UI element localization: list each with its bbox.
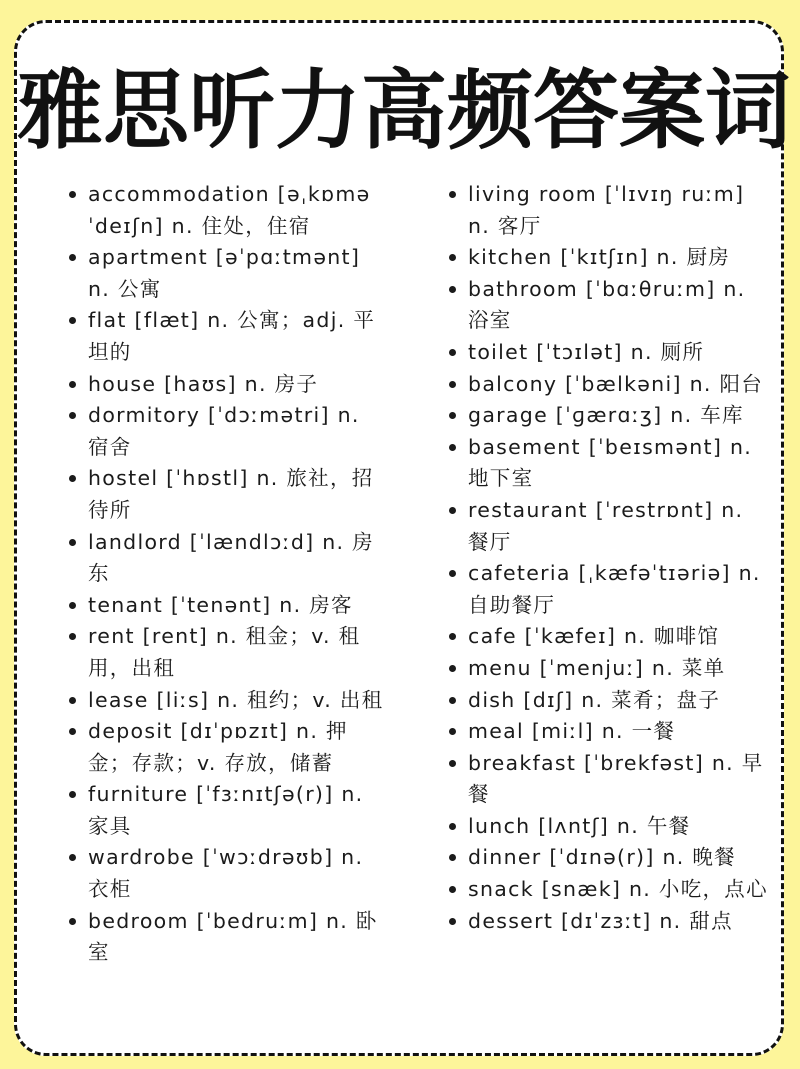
entry-text: flat [flæt] n. 公寓；adj. 平坦的 bbox=[88, 308, 376, 364]
entry-text: hostel [ˈhɒstl] n. 旅社，招待所 bbox=[88, 466, 374, 522]
vocabulary-entry bbox=[69, 305, 387, 368]
vocabulary-entry bbox=[449, 621, 769, 653]
bullet-icon bbox=[69, 728, 76, 735]
vocabulary-entry bbox=[69, 590, 387, 622]
bullet-icon bbox=[449, 412, 456, 419]
entry-text: rent [rent] n. 租金；v. 租用，出租 bbox=[88, 624, 361, 680]
entry-text: toilet [ˈtɔɪlət] n. 厕所 bbox=[468, 339, 705, 364]
entry-text: meal [miːl] n. 一餐 bbox=[468, 719, 676, 744]
vocabulary-entry bbox=[449, 337, 769, 369]
vocabulary-entry bbox=[449, 432, 769, 495]
bullet-icon bbox=[449, 886, 456, 893]
vocabulary-entry bbox=[69, 906, 387, 969]
vocabulary-entry bbox=[449, 748, 769, 811]
vocabulary-entry bbox=[449, 811, 769, 843]
bullet-icon bbox=[69, 633, 76, 640]
entry-text: dish [dɪʃ] n. 菜肴；盘子 bbox=[468, 687, 721, 712]
vocabulary-entry bbox=[69, 242, 387, 305]
entry-text: cafe [ˈkæfeɪ] n. 咖啡馆 bbox=[468, 624, 720, 649]
entry-text: living room [ˈlɪvɪŋ ruːm] n. 客厅 bbox=[468, 182, 745, 238]
entry-text: bedroom [ˈbedruːm] n. 卧室 bbox=[88, 908, 378, 965]
vocabulary-card bbox=[14, 20, 791, 1056]
entry-text: furniture [ˈfɜːnɪtʃə(r)] n. 家具 bbox=[88, 782, 364, 838]
bullet-icon bbox=[449, 444, 456, 451]
bullet-icon bbox=[449, 349, 456, 356]
entry-text: dinner [ˈdɪnə(r)] n. 晚餐 bbox=[468, 845, 736, 870]
entry-text: accommodation [əˌkɒməˈdeɪʃn] n. 住处，住宿 bbox=[88, 182, 371, 238]
entry-text: wardrobe [ˈwɔːdrəʊb] n. 衣柜 bbox=[88, 845, 364, 902]
entry-text: lunch [lʌntʃ] n. 午餐 bbox=[468, 813, 691, 838]
bullet-icon bbox=[69, 475, 76, 482]
vocabulary-entry bbox=[69, 779, 387, 842]
vocabulary-entry bbox=[449, 179, 769, 242]
bullet-icon bbox=[69, 539, 76, 546]
entry-text: menu [ˈmenjuː] n. 菜单 bbox=[468, 655, 726, 680]
vocabulary-list-left bbox=[69, 179, 387, 969]
vocabulary-entry bbox=[69, 179, 387, 242]
entry-text: snack [snæk] n. 小吃，点心 bbox=[468, 877, 768, 902]
bullet-icon bbox=[69, 918, 76, 925]
entry-text: cafeteria [ˌkæfəˈtɪəriə] n. 自助餐厅 bbox=[468, 561, 761, 617]
vocabulary-entry bbox=[69, 369, 387, 401]
entry-text: lease [liːs] n. 租约；v. 出租 bbox=[88, 687, 384, 712]
entry-text: house [haʊs] n. 房子 bbox=[88, 371, 319, 396]
page-title: 雅思听力高频答案词 bbox=[17, 61, 791, 161]
vocabulary-entry bbox=[449, 906, 769, 938]
vocabulary-list-right bbox=[449, 179, 769, 937]
bullet-icon bbox=[69, 697, 76, 704]
vocabulary-entry bbox=[69, 685, 387, 717]
bullet-icon bbox=[69, 854, 76, 861]
bullet-icon bbox=[449, 823, 456, 830]
bullet-icon bbox=[449, 697, 456, 704]
bullet-icon bbox=[449, 918, 456, 925]
vocabulary-entry bbox=[69, 463, 387, 526]
vocabulary-entry bbox=[69, 400, 387, 463]
entry-text: kitchen [ˈkɪtʃɪn] n. 厨房 bbox=[468, 245, 731, 270]
bullet-icon bbox=[449, 728, 456, 735]
entry-text: dessert [dɪˈzɜːt] n. 甜点 bbox=[468, 908, 733, 933]
vocabulary-entry bbox=[449, 274, 769, 337]
vocabulary-entry bbox=[449, 653, 769, 685]
vocabulary-entry bbox=[449, 558, 769, 621]
vocabulary-entry bbox=[449, 495, 769, 558]
bullet-icon bbox=[449, 760, 456, 767]
entry-text: garage [ˈɡærɑːʒ] n. 车库 bbox=[468, 403, 744, 428]
entry-text: apartment [əˈpɑːtmənt] n. 公寓 bbox=[88, 245, 361, 301]
bullet-icon bbox=[69, 254, 76, 261]
bullet-icon bbox=[69, 412, 76, 419]
entry-text: balcony [ˈbælkəni] n. 阳台 bbox=[468, 371, 764, 396]
bullet-icon bbox=[449, 191, 456, 198]
bullet-icon bbox=[69, 791, 76, 798]
vocabulary-entry bbox=[449, 716, 769, 748]
entry-text: landlord [ˈlændlɔːd] n. 房东 bbox=[88, 529, 374, 586]
bullet-icon bbox=[449, 633, 456, 640]
entry-text: restaurant [ˈrestrɒnt] n. 餐厅 bbox=[468, 497, 744, 554]
vocabulary-entry bbox=[449, 242, 769, 274]
bullet-icon bbox=[69, 191, 76, 198]
entry-text: deposit [dɪˈpɒzɪt] n. 押金；存款；v. 存放，储蓄 bbox=[88, 719, 348, 775]
bullet-icon bbox=[449, 570, 456, 577]
vocabulary-entry bbox=[449, 842, 769, 874]
bullet-icon bbox=[449, 854, 456, 861]
vocabulary-entry bbox=[69, 716, 387, 779]
vocabulary-entry bbox=[69, 621, 387, 684]
entry-text: bathroom [ˈbɑːθruːm] n. 浴室 bbox=[468, 276, 746, 333]
entry-text: basement [ˈbeɪsmənt] n. 地下室 bbox=[468, 434, 753, 491]
bullet-icon bbox=[449, 507, 456, 514]
bullet-icon bbox=[69, 317, 76, 324]
vocabulary-entry bbox=[69, 527, 387, 590]
bullet-icon bbox=[449, 381, 456, 388]
bullet-icon bbox=[449, 665, 456, 672]
entry-text: tenant [ˈtenənt] n. 房客 bbox=[88, 592, 353, 617]
bullet-icon bbox=[69, 602, 76, 609]
bullet-icon bbox=[449, 286, 456, 293]
bullet-icon bbox=[449, 254, 456, 261]
vocabulary-entry bbox=[449, 369, 769, 401]
bullet-icon bbox=[69, 381, 76, 388]
entry-text: breakfast [ˈbrekfəst] n. 早餐 bbox=[468, 750, 764, 807]
vocabulary-entry bbox=[69, 842, 387, 905]
vocabulary-entry bbox=[449, 685, 769, 717]
entry-text: dormitory [ˈdɔːmətri] n. 宿舍 bbox=[88, 403, 360, 459]
vocabulary-entry bbox=[449, 874, 769, 906]
vocabulary-entry bbox=[449, 400, 769, 432]
